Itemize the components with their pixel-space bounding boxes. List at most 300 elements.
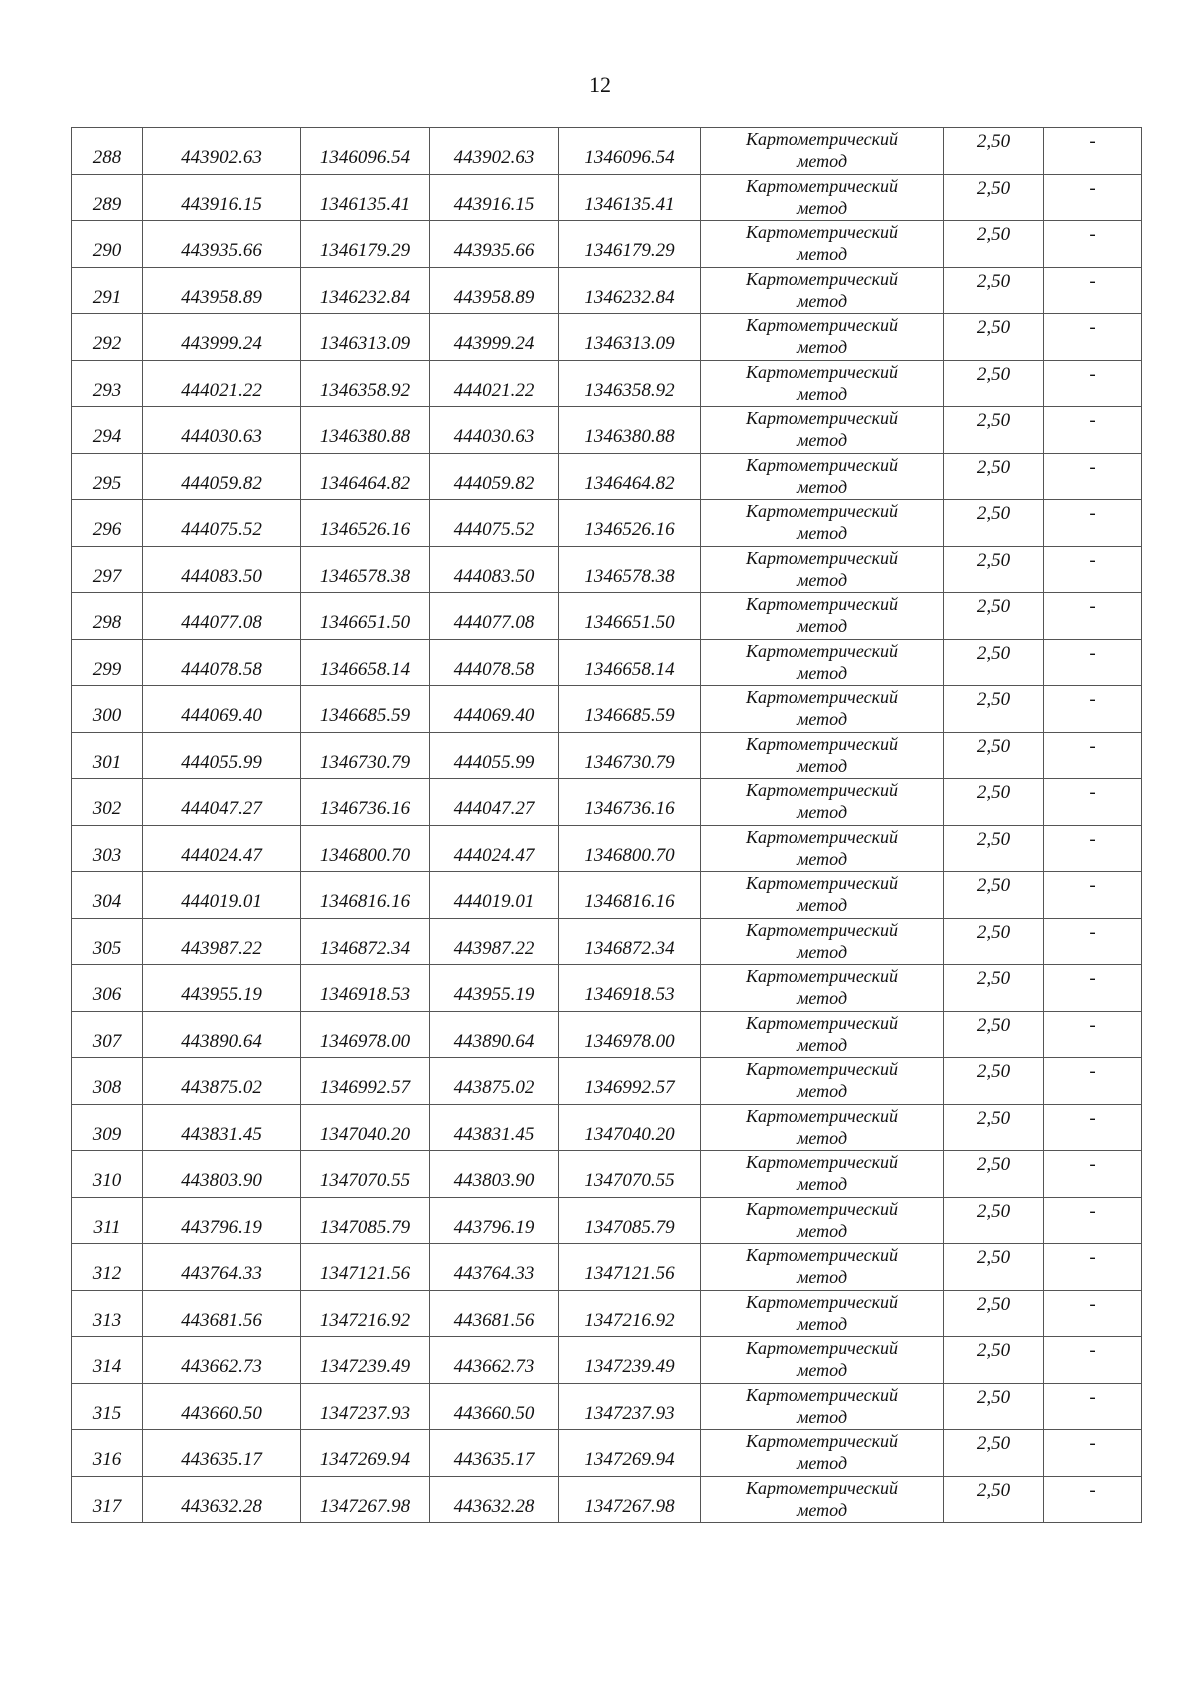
point-number-cell: 291 xyxy=(72,267,143,314)
method-line-2: метод xyxy=(796,1174,848,1194)
y-old-cell: 1346179.29 xyxy=(301,221,430,268)
method-line-1: Картометрический xyxy=(745,315,898,335)
method-cell xyxy=(701,1476,944,1523)
y-old-cell: 1346096.54 xyxy=(301,128,430,175)
point-number-cell: 317 xyxy=(72,1476,143,1523)
note-cell: - xyxy=(1044,221,1142,268)
method-cell xyxy=(701,546,944,593)
table-row xyxy=(72,1430,1142,1477)
method-line-1: Картометрический xyxy=(745,1059,898,1079)
table-row xyxy=(72,453,1142,500)
table-row xyxy=(72,1290,1142,1337)
accuracy-cell: 2,50 xyxy=(944,546,1044,593)
y-new-cell: 1346313.09 xyxy=(559,314,701,361)
x-new-cell: 444078.58 xyxy=(430,639,559,686)
note-cell: - xyxy=(1044,965,1142,1012)
note-cell: - xyxy=(1044,1337,1142,1384)
x-new-cell: 443999.24 xyxy=(430,314,559,361)
y-new-cell: 1346135.41 xyxy=(559,174,701,221)
y-new-cell: 1346730.79 xyxy=(559,732,701,779)
y-new-cell: 1346918.53 xyxy=(559,965,701,1012)
x-old-cell: 443831.45 xyxy=(143,1104,301,1151)
x-old-cell: 443660.50 xyxy=(143,1383,301,1430)
method-line-2: метод xyxy=(796,1081,848,1101)
table-body xyxy=(72,128,1142,1523)
accuracy-cell: 2,50 xyxy=(944,779,1044,826)
accuracy-cell: 2,50 xyxy=(944,500,1044,547)
y-old-cell: 1346658.14 xyxy=(301,639,430,686)
method-line-2: метод xyxy=(796,1499,848,1520)
method-line-2: метод xyxy=(796,616,848,636)
y-old-cell: 1346918.53 xyxy=(301,965,430,1012)
x-old-cell: 443935.66 xyxy=(143,221,301,268)
x-old-cell: 443955.19 xyxy=(143,965,301,1012)
method-line-2: метод xyxy=(796,895,848,915)
accuracy-cell: 2,50 xyxy=(944,1151,1044,1198)
note-cell: - xyxy=(1044,779,1142,826)
point-number-cell: 298 xyxy=(72,593,143,640)
method-line-1: Картометрический xyxy=(745,780,898,800)
method-line-2: метод xyxy=(796,662,848,683)
y-new-cell: 1346872.34 xyxy=(559,918,701,965)
y-new-cell: 1346464.82 xyxy=(559,453,701,500)
table-row xyxy=(72,1058,1142,1105)
table-row xyxy=(72,267,1142,314)
y-old-cell: 1346135.41 xyxy=(301,174,430,221)
point-number-cell: 303 xyxy=(72,825,143,872)
point-number-cell: 304 xyxy=(72,872,143,919)
x-old-cell: 444059.82 xyxy=(143,453,301,500)
method-line-1: Картометрический xyxy=(745,1152,898,1172)
method-line-1: Картометрический xyxy=(745,361,898,382)
point-number-cell: 289 xyxy=(72,174,143,221)
note-cell: - xyxy=(1044,360,1142,407)
method-line-2: метод xyxy=(796,848,848,869)
point-number-cell: 296 xyxy=(72,500,143,547)
y-new-cell: 1346358.92 xyxy=(559,360,701,407)
x-new-cell: 443831.45 xyxy=(430,1104,559,1151)
y-new-cell: 1346179.29 xyxy=(559,221,701,268)
method-cell xyxy=(701,1383,944,1430)
y-new-cell: 1346978.00 xyxy=(559,1011,701,1058)
y-new-cell: 1346800.70 xyxy=(559,825,701,872)
method-line-2: метод xyxy=(796,476,848,497)
x-new-cell: 443681.56 xyxy=(430,1290,559,1337)
accuracy-cell: 2,50 xyxy=(944,407,1044,454)
accuracy-cell: 2,50 xyxy=(944,1244,1044,1291)
x-new-cell: 443632.28 xyxy=(430,1476,559,1523)
x-new-cell: 444083.50 xyxy=(430,546,559,593)
method-cell xyxy=(701,1430,944,1477)
x-old-cell: 443987.22 xyxy=(143,918,301,965)
point-number-cell: 316 xyxy=(72,1430,143,1477)
x-new-cell: 443803.90 xyxy=(430,1151,559,1198)
x-old-cell: 444024.47 xyxy=(143,825,301,872)
x-new-cell: 443796.19 xyxy=(430,1197,559,1244)
method-line-1: Картометрический xyxy=(745,454,898,475)
x-new-cell: 443902.63 xyxy=(430,128,559,175)
note-cell: - xyxy=(1044,500,1142,547)
method-line-1: Картометрический xyxy=(745,594,898,614)
table-row xyxy=(72,1244,1142,1291)
y-old-cell: 1347070.55 xyxy=(301,1151,430,1198)
y-old-cell: 1346685.59 xyxy=(301,686,430,733)
y-new-cell: 1347040.20 xyxy=(559,1104,701,1151)
table-row xyxy=(72,732,1142,779)
table-row xyxy=(72,965,1142,1012)
y-new-cell: 1347239.49 xyxy=(559,1337,701,1384)
accuracy-cell: 2,50 xyxy=(944,825,1044,872)
y-old-cell: 1347216.92 xyxy=(301,1290,430,1337)
y-old-cell: 1346651.50 xyxy=(301,593,430,640)
x-new-cell: 443764.33 xyxy=(430,1244,559,1291)
method-line-1: Картометрический xyxy=(745,129,898,149)
accuracy-cell: 2,50 xyxy=(944,918,1044,965)
note-cell: - xyxy=(1044,825,1142,872)
x-old-cell: 444019.01 xyxy=(143,872,301,919)
accuracy-cell: 2,50 xyxy=(944,1476,1044,1523)
note-cell: - xyxy=(1044,174,1142,221)
y-old-cell: 1346872.34 xyxy=(301,918,430,965)
table-row xyxy=(72,221,1142,268)
y-old-cell: 1347237.93 xyxy=(301,1383,430,1430)
point-number-cell: 300 xyxy=(72,686,143,733)
x-new-cell: 443875.02 xyxy=(430,1058,559,1105)
table-row xyxy=(72,1104,1142,1151)
method-line-2: метод xyxy=(796,244,848,264)
method-cell xyxy=(701,918,944,965)
y-new-cell: 1347085.79 xyxy=(559,1197,701,1244)
method-line-1: Картометрический xyxy=(745,1198,898,1219)
method-line-1: Картометрический xyxy=(745,222,898,242)
note-cell: - xyxy=(1044,1476,1142,1523)
method-line-1: Картометрический xyxy=(745,547,898,568)
point-number-cell: 297 xyxy=(72,546,143,593)
table-row xyxy=(72,546,1142,593)
note-cell: - xyxy=(1044,1197,1142,1244)
x-new-cell: 444059.82 xyxy=(430,453,559,500)
y-old-cell: 1346313.09 xyxy=(301,314,430,361)
y-new-cell: 1346578.38 xyxy=(559,546,701,593)
method-line-2: метод xyxy=(796,383,848,404)
accuracy-cell: 2,50 xyxy=(944,1383,1044,1430)
method-cell xyxy=(701,128,944,175)
table-row xyxy=(72,1197,1142,1244)
accuracy-cell: 2,50 xyxy=(944,732,1044,779)
method-cell xyxy=(701,872,944,919)
x-new-cell: 444030.63 xyxy=(430,407,559,454)
x-new-cell: 443935.66 xyxy=(430,221,559,268)
method-line-1: Картометрический xyxy=(745,966,898,986)
method-cell xyxy=(701,825,944,872)
note-cell: - xyxy=(1044,1383,1142,1430)
note-cell: - xyxy=(1044,407,1142,454)
point-number-cell: 315 xyxy=(72,1383,143,1430)
x-old-cell: 444021.22 xyxy=(143,360,301,407)
note-cell: - xyxy=(1044,1430,1142,1477)
method-line-2: метод xyxy=(796,941,848,962)
y-old-cell: 1347267.98 xyxy=(301,1476,430,1523)
y-new-cell: 1346685.59 xyxy=(559,686,701,733)
x-old-cell: 443902.63 xyxy=(143,128,301,175)
method-line-2: метод xyxy=(796,802,848,822)
y-new-cell: 1346380.88 xyxy=(559,407,701,454)
y-old-cell: 1346978.00 xyxy=(301,1011,430,1058)
x-old-cell: 444047.27 xyxy=(143,779,301,826)
method-line-2: метод xyxy=(796,988,848,1008)
method-line-2: метод xyxy=(796,151,848,171)
table-row xyxy=(72,639,1142,686)
method-cell xyxy=(701,174,944,221)
accuracy-cell: 2,50 xyxy=(944,1011,1044,1058)
accuracy-cell: 2,50 xyxy=(944,686,1044,733)
method-cell xyxy=(701,267,944,314)
accuracy-cell: 2,50 xyxy=(944,1197,1044,1244)
point-number-cell: 294 xyxy=(72,407,143,454)
point-number-cell: 309 xyxy=(72,1104,143,1151)
y-new-cell: 1346526.16 xyxy=(559,500,701,547)
x-new-cell: 444019.01 xyxy=(430,872,559,919)
accuracy-cell: 2,50 xyxy=(944,872,1044,919)
method-cell xyxy=(701,407,944,454)
note-cell: - xyxy=(1044,732,1142,779)
y-old-cell: 1347269.94 xyxy=(301,1430,430,1477)
x-new-cell: 444077.08 xyxy=(430,593,559,640)
x-old-cell: 444077.08 xyxy=(143,593,301,640)
x-old-cell: 443875.02 xyxy=(143,1058,301,1105)
point-number-cell: 293 xyxy=(72,360,143,407)
method-line-1: Картометрический xyxy=(745,268,898,289)
table-row xyxy=(72,1151,1142,1198)
method-cell xyxy=(701,1104,944,1151)
y-old-cell: 1347085.79 xyxy=(301,1197,430,1244)
method-cell xyxy=(701,732,944,779)
point-number-cell: 314 xyxy=(72,1337,143,1384)
method-cell xyxy=(701,686,944,733)
point-number-cell: 295 xyxy=(72,453,143,500)
x-old-cell: 443890.64 xyxy=(143,1011,301,1058)
y-new-cell: 1346992.57 xyxy=(559,1058,701,1105)
method-line-2: метод xyxy=(796,523,848,543)
table-row xyxy=(72,360,1142,407)
x-new-cell: 443955.19 xyxy=(430,965,559,1012)
method-line-1: Картометрический xyxy=(745,175,898,196)
note-cell: - xyxy=(1044,1058,1142,1105)
y-new-cell: 1346736.16 xyxy=(559,779,701,826)
note-cell: - xyxy=(1044,1244,1142,1291)
note-cell: - xyxy=(1044,872,1142,919)
accuracy-cell: 2,50 xyxy=(944,1290,1044,1337)
accuracy-cell: 2,50 xyxy=(944,639,1044,686)
x-old-cell: 443632.28 xyxy=(143,1476,301,1523)
note-cell: - xyxy=(1044,267,1142,314)
note-cell: - xyxy=(1044,593,1142,640)
note-cell: - xyxy=(1044,1104,1142,1151)
method-cell xyxy=(701,1244,944,1291)
method-line-2: метод xyxy=(796,430,848,450)
method-line-2: метод xyxy=(796,1034,848,1055)
y-old-cell: 1346464.82 xyxy=(301,453,430,500)
table-row xyxy=(72,1011,1142,1058)
x-old-cell: 443662.73 xyxy=(143,1337,301,1384)
method-line-2: метод xyxy=(796,1453,848,1473)
x-new-cell: 444069.40 xyxy=(430,686,559,733)
method-line-1: Картометрический xyxy=(745,501,898,521)
x-old-cell: 443635.17 xyxy=(143,1430,301,1477)
method-line-2: метод xyxy=(796,569,848,590)
method-line-1: Картометрический xyxy=(745,873,898,893)
x-old-cell: 443999.24 xyxy=(143,314,301,361)
table-row xyxy=(72,779,1142,826)
method-line-1: Картометрический xyxy=(745,826,898,847)
y-old-cell: 1347121.56 xyxy=(301,1244,430,1291)
accuracy-cell: 2,50 xyxy=(944,1337,1044,1384)
table-row xyxy=(72,825,1142,872)
x-new-cell: 444075.52 xyxy=(430,500,559,547)
y-old-cell: 1346380.88 xyxy=(301,407,430,454)
method-line-2: метод xyxy=(796,1406,848,1427)
note-cell: - xyxy=(1044,128,1142,175)
method-cell xyxy=(701,1337,944,1384)
x-old-cell: 444055.99 xyxy=(143,732,301,779)
note-cell: - xyxy=(1044,1011,1142,1058)
accuracy-cell: 2,50 xyxy=(944,1104,1044,1151)
method-line-2: метод xyxy=(796,1220,848,1241)
accuracy-cell: 2,50 xyxy=(944,314,1044,361)
x-new-cell: 443890.64 xyxy=(430,1011,559,1058)
y-new-cell: 1347267.98 xyxy=(559,1476,701,1523)
y-old-cell: 1347239.49 xyxy=(301,1337,430,1384)
y-old-cell: 1347040.20 xyxy=(301,1104,430,1151)
accuracy-cell: 2,50 xyxy=(944,360,1044,407)
table-row xyxy=(72,872,1142,919)
x-old-cell: 444030.63 xyxy=(143,407,301,454)
page-number: 12 xyxy=(589,72,611,97)
y-new-cell: 1346658.14 xyxy=(559,639,701,686)
x-new-cell: 444047.27 xyxy=(430,779,559,826)
method-cell xyxy=(701,1197,944,1244)
method-line-1: Картометрический xyxy=(745,1477,898,1498)
method-line-1: Картометрический xyxy=(745,1291,898,1312)
x-old-cell: 443796.19 xyxy=(143,1197,301,1244)
y-new-cell: 1347269.94 xyxy=(559,1430,701,1477)
method-cell xyxy=(701,1290,944,1337)
point-number-cell: 308 xyxy=(72,1058,143,1105)
x-new-cell: 443958.89 xyxy=(430,267,559,314)
x-old-cell: 443916.15 xyxy=(143,174,301,221)
x-new-cell: 443987.22 xyxy=(430,918,559,965)
y-old-cell: 1346736.16 xyxy=(301,779,430,826)
y-old-cell: 1346232.84 xyxy=(301,267,430,314)
method-line-1: Картометрический xyxy=(745,1431,898,1451)
method-cell xyxy=(701,500,944,547)
x-old-cell: 444075.52 xyxy=(143,500,301,547)
method-cell xyxy=(701,639,944,686)
point-number-cell: 301 xyxy=(72,732,143,779)
method-cell xyxy=(701,1058,944,1105)
accuracy-cell: 2,50 xyxy=(944,1430,1044,1477)
point-number-cell: 290 xyxy=(72,221,143,268)
y-new-cell: 1347121.56 xyxy=(559,1244,701,1291)
x-old-cell: 443764.33 xyxy=(143,1244,301,1291)
table-row xyxy=(72,1383,1142,1430)
method-line-1: Картометрический xyxy=(745,408,898,428)
method-cell xyxy=(701,360,944,407)
table-row xyxy=(72,174,1142,221)
y-old-cell: 1346992.57 xyxy=(301,1058,430,1105)
x-new-cell: 443662.73 xyxy=(430,1337,559,1384)
table-row xyxy=(72,314,1142,361)
method-line-1: Картометрический xyxy=(745,687,898,707)
point-number-cell: 292 xyxy=(72,314,143,361)
y-new-cell: 1346651.50 xyxy=(559,593,701,640)
note-cell: - xyxy=(1044,686,1142,733)
y-old-cell: 1346730.79 xyxy=(301,732,430,779)
point-number-cell: 306 xyxy=(72,965,143,1012)
method-line-1: Картометрический xyxy=(745,1338,898,1358)
y-new-cell: 1346816.16 xyxy=(559,872,701,919)
x-old-cell: 443958.89 xyxy=(143,267,301,314)
method-line-2: метод xyxy=(796,755,848,776)
point-number-cell: 311 xyxy=(72,1197,143,1244)
method-line-1: Картометрический xyxy=(745,1105,898,1126)
method-line-2: метод xyxy=(796,709,848,729)
x-old-cell: 444078.58 xyxy=(143,639,301,686)
accuracy-cell: 2,50 xyxy=(944,453,1044,500)
y-old-cell: 1346358.92 xyxy=(301,360,430,407)
y-new-cell: 1347237.93 xyxy=(559,1383,701,1430)
note-cell: - xyxy=(1044,1290,1142,1337)
table-row xyxy=(72,500,1142,547)
point-number-cell: 312 xyxy=(72,1244,143,1291)
table-row xyxy=(72,918,1142,965)
accuracy-cell: 2,50 xyxy=(944,174,1044,221)
note-cell: - xyxy=(1044,314,1142,361)
y-new-cell: 1346232.84 xyxy=(559,267,701,314)
method-cell xyxy=(701,314,944,361)
note-cell: - xyxy=(1044,453,1142,500)
method-line-1: Картометрический xyxy=(745,733,898,754)
method-line-2: метод xyxy=(796,1360,848,1380)
method-line-2: метод xyxy=(796,197,848,218)
method-cell xyxy=(701,1011,944,1058)
x-new-cell: 443635.17 xyxy=(430,1430,559,1477)
table-row xyxy=(72,128,1142,175)
y-new-cell: 1347216.92 xyxy=(559,1290,701,1337)
method-line-2: метод xyxy=(796,1313,848,1334)
accuracy-cell: 2,50 xyxy=(944,593,1044,640)
method-line-2: метод xyxy=(796,337,848,357)
x-new-cell: 443660.50 xyxy=(430,1383,559,1430)
x-old-cell: 443681.56 xyxy=(143,1290,301,1337)
note-cell: - xyxy=(1044,639,1142,686)
table-row xyxy=(72,1476,1142,1523)
y-old-cell: 1346816.16 xyxy=(301,872,430,919)
method-cell xyxy=(701,1151,944,1198)
coordinates-table xyxy=(71,127,1142,1523)
method-line-2: метод xyxy=(796,290,848,311)
x-new-cell: 444021.22 xyxy=(430,360,559,407)
table-row xyxy=(72,1337,1142,1384)
point-number-cell: 313 xyxy=(72,1290,143,1337)
point-number-cell: 310 xyxy=(72,1151,143,1198)
accuracy-cell: 2,50 xyxy=(944,128,1044,175)
y-old-cell: 1346800.70 xyxy=(301,825,430,872)
point-number-cell: 299 xyxy=(72,639,143,686)
x-old-cell: 444083.50 xyxy=(143,546,301,593)
y-old-cell: 1346526.16 xyxy=(301,500,430,547)
method-line-1: Картометрический xyxy=(745,1012,898,1033)
